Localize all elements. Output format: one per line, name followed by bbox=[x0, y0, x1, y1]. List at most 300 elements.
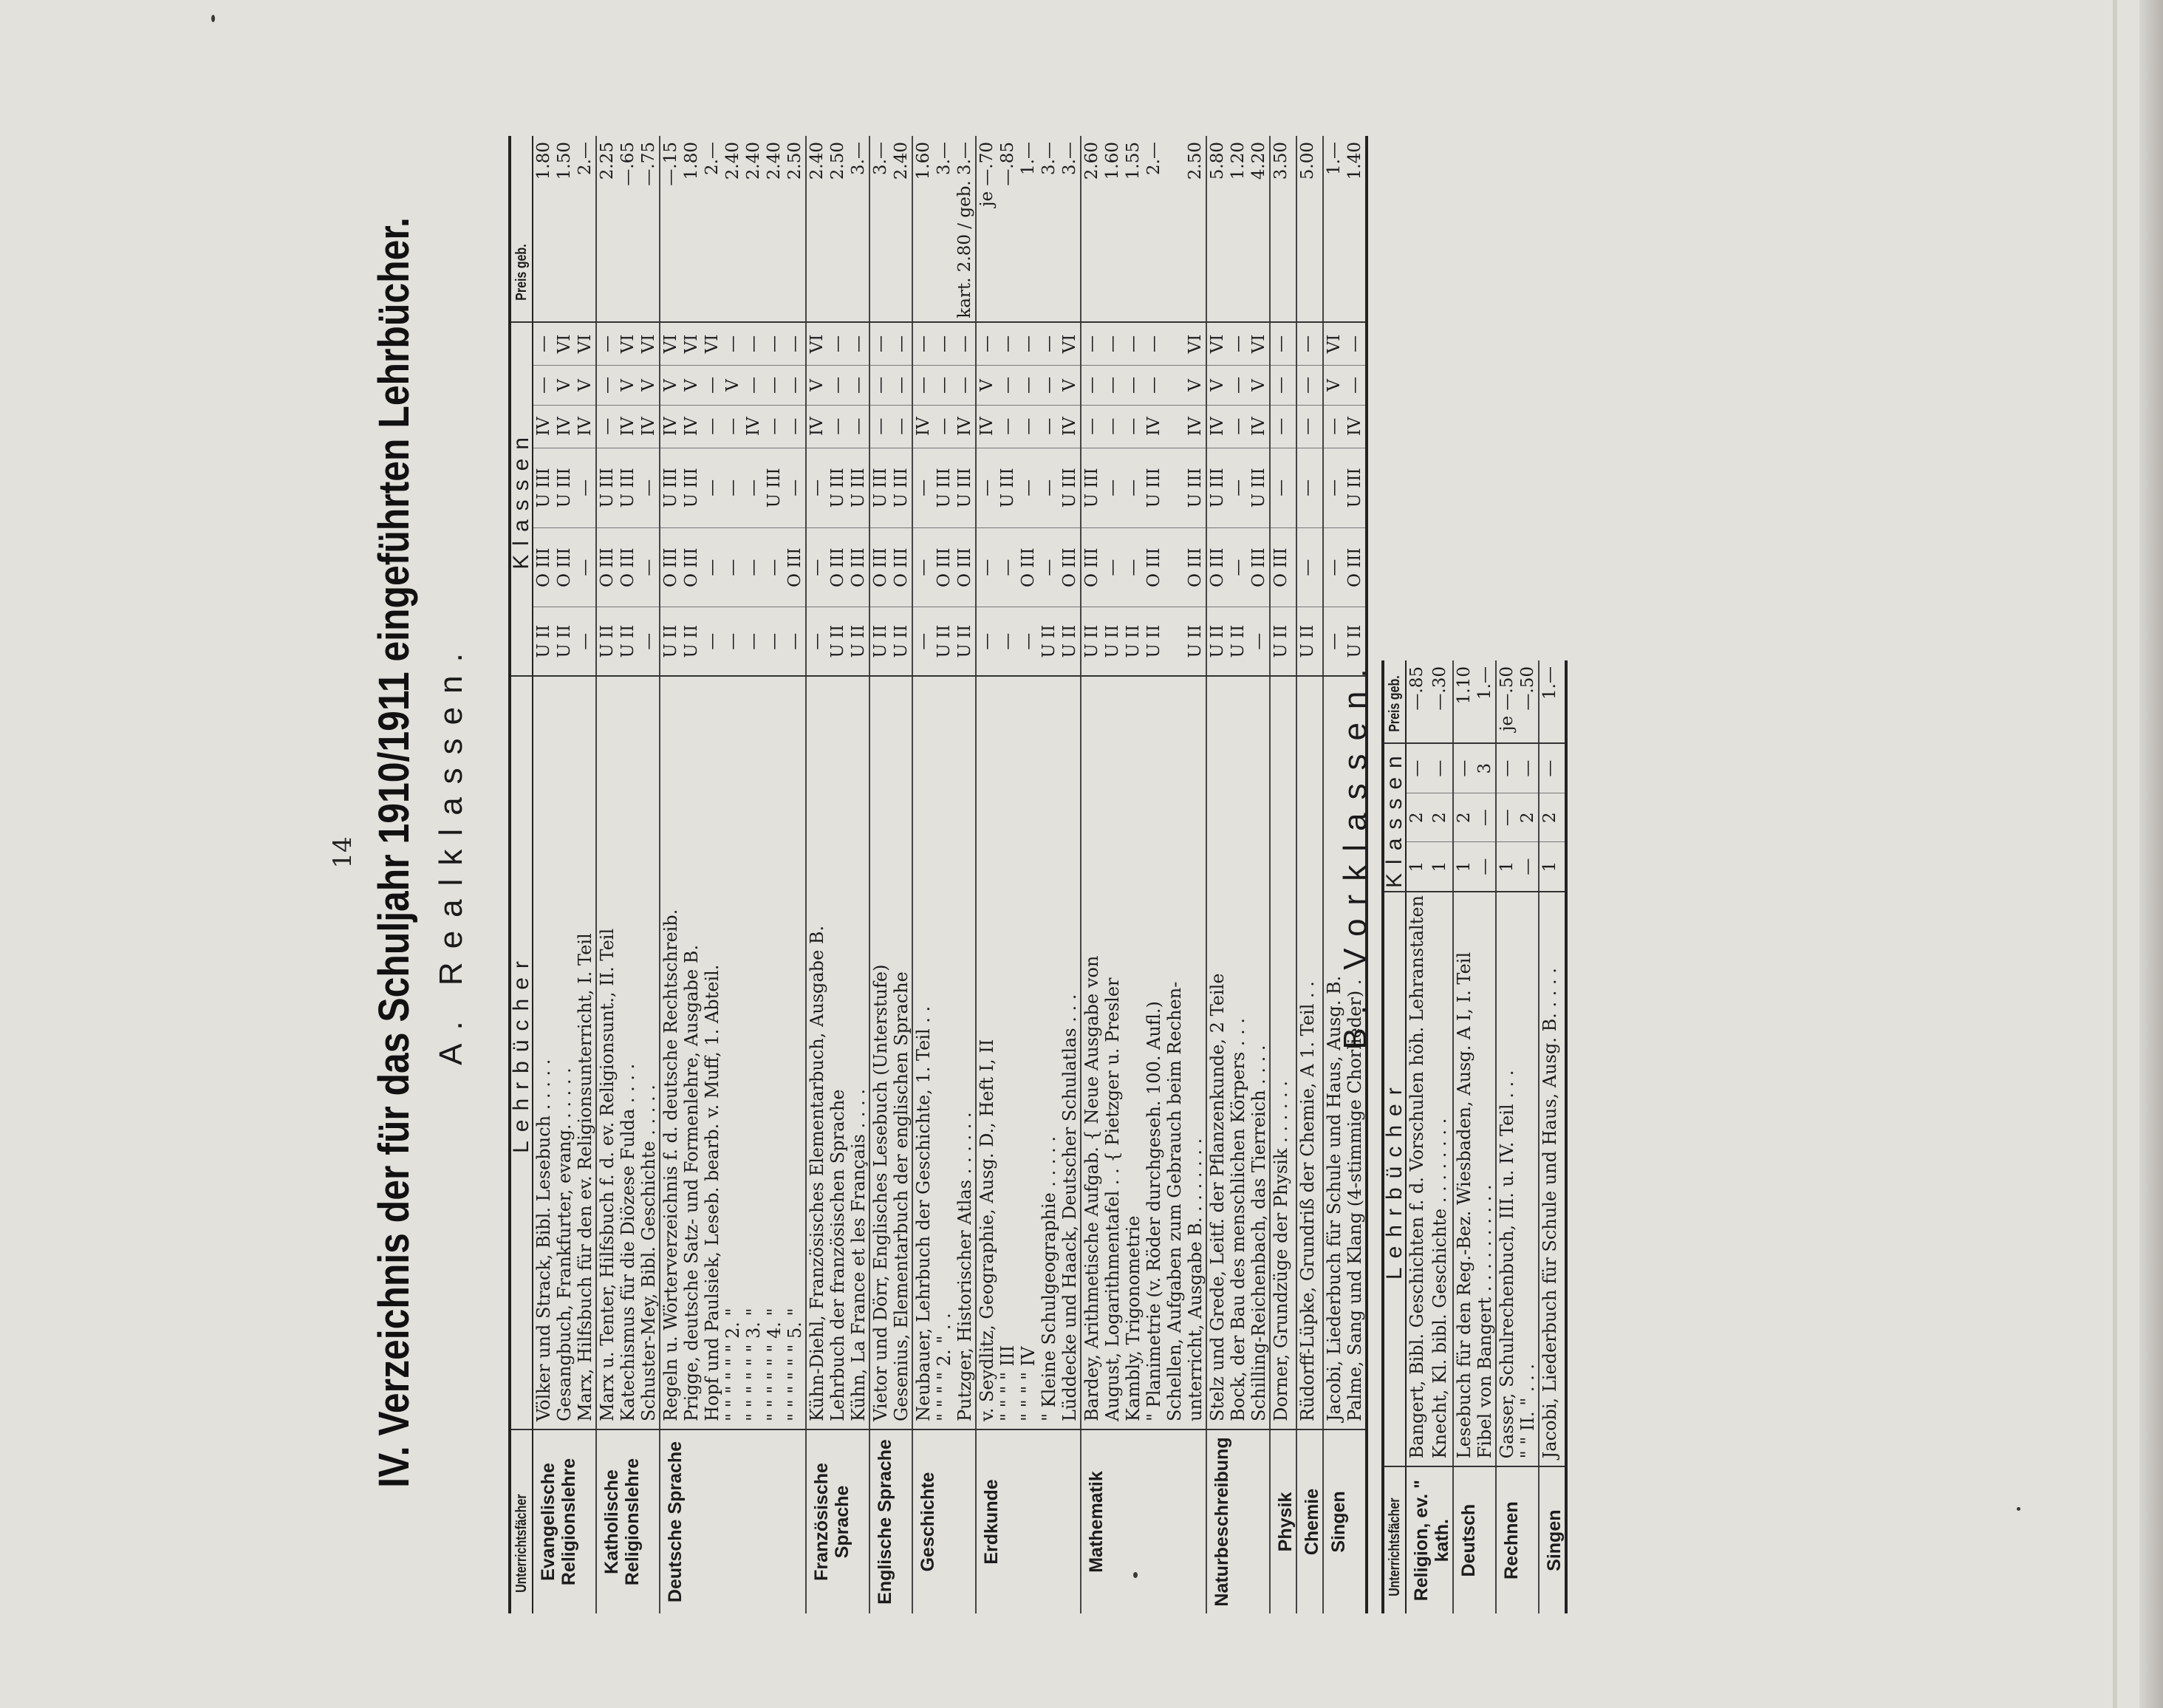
class-cell: IV bbox=[660, 405, 681, 448]
class-cell: — bbox=[638, 528, 660, 607]
table-row bbox=[954, 136, 976, 1613]
class-cell: — bbox=[1270, 366, 1296, 405]
class-cell: IV bbox=[554, 405, 575, 448]
class-cell: U III bbox=[596, 448, 618, 527]
class-cell: — bbox=[1323, 405, 1344, 448]
subject-cell: Singen bbox=[1328, 1491, 1349, 1553]
class-cell: — bbox=[1296, 405, 1323, 448]
class-cell: — bbox=[743, 528, 764, 607]
price-cell: 2.50 bbox=[1185, 136, 1206, 322]
book-title: Marx, Hilfsbuch für den ev. Religionsunterricht, I. Teil bbox=[575, 676, 596, 1429]
table-row bbox=[618, 136, 638, 1613]
table-row bbox=[1164, 136, 1185, 1613]
class-cell: — bbox=[1081, 322, 1102, 366]
vorklassen-body bbox=[1406, 660, 1566, 1613]
table-row bbox=[997, 136, 1018, 1613]
class-cell: — bbox=[848, 366, 869, 405]
class-cell: — bbox=[997, 607, 1018, 676]
class-cell: — bbox=[827, 366, 848, 405]
table-row bbox=[1144, 136, 1164, 1613]
class-cell: O III bbox=[1144, 528, 1164, 607]
class-cell: — bbox=[912, 322, 934, 366]
class-cell: — bbox=[1248, 607, 1270, 676]
class-cell: — bbox=[954, 322, 976, 366]
table-row bbox=[1059, 136, 1081, 1613]
class-cell: — bbox=[743, 366, 764, 405]
class-cell: — bbox=[1323, 528, 1344, 607]
class-cell: — bbox=[1123, 322, 1144, 366]
class-cell: IV bbox=[912, 405, 934, 448]
book-title: Kühn, La France et les Français . . . . bbox=[848, 676, 869, 1429]
class-cell: — bbox=[848, 405, 869, 448]
subject-cell: Religion, ev. " kath. bbox=[1411, 1480, 1452, 1602]
book-title: unterricht, Ausgabe B. . . . . . . . bbox=[1185, 676, 1206, 1429]
subject-cell: Geschichte bbox=[918, 1472, 938, 1572]
class-cell: — bbox=[785, 405, 806, 448]
book-title: Gesenius, Elementarbuch der englischen Sprache bbox=[891, 676, 912, 1429]
table-row bbox=[1296, 136, 1323, 1613]
table-row bbox=[848, 136, 869, 1613]
class-cell: U II bbox=[660, 607, 681, 676]
class-cell: — bbox=[533, 366, 554, 405]
class-cell: 1 bbox=[1539, 842, 1566, 892]
price-cell: 2.40 bbox=[806, 136, 827, 322]
class-cell: — bbox=[1018, 448, 1039, 527]
table-row bbox=[638, 136, 660, 1613]
class-cell: — bbox=[1496, 793, 1517, 842]
class-cell: 2 bbox=[1406, 793, 1429, 842]
class-cell: U II bbox=[869, 607, 891, 676]
book-title: Hopf und Paulsiek, Leseb. bearb. v. Muff, 1. Abteil. bbox=[702, 676, 722, 1429]
price-cell bbox=[1164, 136, 1185, 322]
class-cell: U II bbox=[1123, 607, 1144, 676]
class-cell: — bbox=[1406, 743, 1429, 793]
class-cell: — bbox=[764, 405, 785, 448]
book-title: Knecht, Kl. bibl. Geschichte . . . . . . . . bbox=[1429, 892, 1453, 1466]
class-cell: O III bbox=[1018, 528, 1039, 607]
class-cell: — bbox=[1517, 842, 1539, 892]
class-cell: VI bbox=[554, 322, 575, 366]
table-row bbox=[764, 136, 785, 1613]
table-row bbox=[1206, 136, 1228, 1613]
class-cell: U II bbox=[1344, 607, 1367, 676]
table-row bbox=[1185, 136, 1206, 1613]
book-title: Bock, der Bau des menschlichen Körpers . . . bbox=[1228, 676, 1248, 1429]
class-cell bbox=[1164, 448, 1185, 527]
price-cell: 1.80 bbox=[681, 136, 702, 322]
price-cell: —.85 bbox=[997, 136, 1018, 322]
class-cell: VI bbox=[1248, 322, 1270, 366]
class-cell: — bbox=[976, 528, 997, 607]
book-title: Schellen, Aufgaben zum Gebrauch beim Rechen- bbox=[1164, 676, 1185, 1429]
price-cell: 1.— bbox=[1323, 136, 1344, 322]
subject-cell: Physik bbox=[1275, 1492, 1296, 1552]
price-cell: 1.80 bbox=[533, 136, 554, 322]
class-cell: — bbox=[1144, 322, 1164, 366]
class-cell: U III bbox=[848, 448, 869, 527]
subject-cell: Evangelische Religionslehre bbox=[538, 1458, 579, 1586]
price-cell: 3.— bbox=[1039, 136, 1059, 322]
class-cell: U II bbox=[1144, 607, 1164, 676]
class-cell: — bbox=[848, 322, 869, 366]
class-cell: U III bbox=[1206, 448, 1228, 527]
class-cell: — bbox=[764, 607, 785, 676]
price-cell: —.15 bbox=[660, 136, 681, 322]
book-title: August, Logarithmentafel . . { Pietzger u. Presler bbox=[1102, 676, 1123, 1429]
class-cell: VI bbox=[1206, 322, 1228, 366]
price-cell: —.50 bbox=[1517, 660, 1539, 743]
price-cell: 1.— bbox=[1018, 136, 1039, 322]
class-cell: — bbox=[1228, 528, 1248, 607]
class-cell: VI bbox=[618, 322, 638, 366]
rotated-page bbox=[306, 62, 1565, 1643]
book-title: Neubauer, Lehrbuch der Geschichte, 1. Teil . . bbox=[912, 676, 934, 1429]
book-title: " " " " " " 3. " bbox=[743, 676, 764, 1429]
book-title: " " II. " . . . bbox=[1517, 892, 1539, 1466]
class-cell: O III bbox=[1206, 528, 1228, 607]
price-cell: 2.— bbox=[575, 136, 596, 322]
price-cell: 1.40 bbox=[1344, 136, 1367, 322]
class-cell: — bbox=[1296, 448, 1323, 527]
class-cell: U II bbox=[1185, 607, 1206, 676]
class-cell: V bbox=[1248, 366, 1270, 405]
class-cell: VI bbox=[1185, 322, 1206, 366]
subject-cell: Deutsch bbox=[1458, 1503, 1479, 1577]
class-cell: — bbox=[1228, 366, 1248, 405]
class-cell: — bbox=[1018, 405, 1039, 448]
table-row bbox=[976, 136, 997, 1613]
book-title: Marx u. Tenter, Hilfsbuch f. d. ev. Religionsunt., II. Teil bbox=[596, 676, 618, 1429]
class-cell: — bbox=[638, 607, 660, 676]
class-cell: — bbox=[1039, 448, 1059, 527]
price-cell: 1.— bbox=[1475, 660, 1496, 743]
class-cell: — bbox=[934, 366, 954, 405]
class-cell: O III bbox=[891, 528, 912, 607]
realklassen-body bbox=[533, 136, 1367, 1613]
class-cell: 3 bbox=[1475, 743, 1496, 793]
price-cell: 2.50 bbox=[785, 136, 806, 322]
class-cell: U III bbox=[997, 448, 1018, 527]
class-cell: U III bbox=[618, 448, 638, 527]
class-cell: — bbox=[1270, 322, 1296, 366]
class-cell: VI bbox=[660, 322, 681, 366]
class-cell: VI bbox=[638, 322, 660, 366]
class-cell: — bbox=[1296, 322, 1323, 366]
class-cell: O III bbox=[1081, 528, 1102, 607]
book-title: Rüdorff-Lüpke, Grundriß der Chemie, A 1. Teil . . bbox=[1296, 676, 1323, 1429]
class-cell bbox=[1164, 405, 1185, 448]
page-title: IV. Verzeichnis der für das Schuljahr 1910/1911 eingeführten Lehrbücher. bbox=[370, 217, 418, 1488]
book-title: Palme, Sang und Klang (4-stimmige Chorlieder) . bbox=[1344, 676, 1367, 1429]
class-cell: — bbox=[575, 528, 596, 607]
book-title: Regeln u. Wörterverzeichnis f. d. deutsche Rechtschreib. bbox=[660, 676, 681, 1429]
class-cell: — bbox=[1296, 366, 1323, 405]
price-cell: kart. 2.80 / geb. 3.— bbox=[954, 136, 976, 322]
book-title: Fibel von Bangert . . . . . . . . . . bbox=[1475, 892, 1496, 1466]
class-cell: 1 bbox=[1496, 842, 1517, 892]
class-cell: — bbox=[1475, 793, 1496, 842]
class-cell: — bbox=[891, 366, 912, 405]
class-cell: IV bbox=[533, 405, 554, 448]
class-cell bbox=[1164, 366, 1185, 405]
class-cell: — bbox=[702, 607, 722, 676]
class-cell: — bbox=[1102, 405, 1123, 448]
class-cell: U III bbox=[1144, 448, 1164, 527]
price-cell: 1.50 bbox=[554, 136, 575, 322]
subject-cell: Rechnen bbox=[1501, 1501, 1522, 1579]
subject-cell: Mathematik bbox=[1086, 1471, 1107, 1573]
table-row bbox=[1039, 136, 1059, 1613]
class-cell: — bbox=[1144, 366, 1164, 405]
class-cell: — bbox=[1039, 528, 1059, 607]
class-cell: — bbox=[1228, 405, 1248, 448]
table-row bbox=[891, 136, 912, 1613]
table-row bbox=[575, 136, 596, 1613]
class-cell: — bbox=[743, 607, 764, 676]
header-price: Preis geb. bbox=[510, 154, 533, 303]
table-row bbox=[533, 136, 554, 1613]
price-cell: 2.40 bbox=[722, 136, 743, 322]
table-row bbox=[1102, 136, 1123, 1613]
table-row bbox=[827, 136, 848, 1613]
class-cell: — bbox=[1018, 607, 1039, 676]
book-title: " Kleine Schulgeographie . . . . . bbox=[1039, 676, 1059, 1429]
header-books-b: Lehrbücher bbox=[1383, 892, 1406, 1466]
class-cell: — bbox=[869, 322, 891, 366]
price-cell: 5.00 bbox=[1296, 136, 1323, 322]
class-cell: 2 bbox=[1453, 793, 1475, 842]
class-cell: — bbox=[722, 405, 743, 448]
table-row bbox=[806, 136, 827, 1613]
class-cell: — bbox=[1344, 322, 1367, 366]
class-cell: — bbox=[1039, 366, 1059, 405]
class-cell: — bbox=[976, 322, 997, 366]
class-cell: — bbox=[702, 405, 722, 448]
class-cell: 1 bbox=[1429, 842, 1453, 892]
class-cell: — bbox=[702, 366, 722, 405]
price-cell: 4.20 bbox=[1248, 136, 1270, 322]
book-title: Bardey, Arithmetische Aufgab. { Neue Ausgabe von bbox=[1081, 676, 1102, 1429]
class-cell: — bbox=[1539, 743, 1566, 793]
table-row bbox=[1453, 660, 1475, 1613]
class-cell: VI bbox=[575, 322, 596, 366]
class-cell: — bbox=[1102, 322, 1123, 366]
realklassen-table bbox=[508, 136, 1368, 1613]
class-cell: — bbox=[997, 322, 1018, 366]
price-cell: 1.— bbox=[1539, 660, 1566, 743]
class-cell: O III bbox=[785, 528, 806, 607]
class-cell: U II bbox=[1059, 607, 1081, 676]
class-cell: — bbox=[976, 448, 997, 527]
class-cell: U II bbox=[681, 607, 702, 676]
class-cell: — bbox=[934, 405, 954, 448]
book-title: Dorner, Grundzüge der Physik . . . . . . bbox=[1270, 676, 1296, 1429]
class-cell: V bbox=[722, 366, 743, 405]
class-cell: 1 bbox=[1406, 842, 1429, 892]
class-cell: VI bbox=[681, 322, 702, 366]
subject-cell: Singen bbox=[1544, 1509, 1565, 1571]
price-cell: 2.50 bbox=[827, 136, 848, 322]
class-cell: U III bbox=[554, 448, 575, 527]
class-cell: — bbox=[1123, 366, 1144, 405]
class-cell: — bbox=[596, 366, 618, 405]
class-cell: — bbox=[1270, 405, 1296, 448]
class-cell: 1 bbox=[1453, 842, 1475, 892]
class-cell: U III bbox=[827, 448, 848, 527]
header-subjects-b: Unterrichtsfächer bbox=[1387, 1497, 1403, 1596]
class-cell: — bbox=[1296, 528, 1323, 607]
class-cell: V bbox=[575, 366, 596, 405]
class-cell: — bbox=[1123, 405, 1144, 448]
class-cell bbox=[1164, 528, 1185, 607]
table-row bbox=[1018, 136, 1039, 1613]
vorklassen-table bbox=[1381, 660, 1568, 1613]
class-cell: — bbox=[764, 366, 785, 405]
class-cell: O III bbox=[1270, 528, 1296, 607]
class-cell: — bbox=[702, 528, 722, 607]
price-cell: 1.60 bbox=[1102, 136, 1123, 322]
price-cell: 3.— bbox=[848, 136, 869, 322]
class-cell: V bbox=[1185, 366, 1206, 405]
class-cell: U III bbox=[1059, 448, 1081, 527]
book-title: " " " " 2. " . . bbox=[934, 676, 954, 1429]
class-cell: — bbox=[1496, 743, 1517, 793]
book-title: " " " " IV bbox=[1018, 676, 1039, 1429]
class-cell: VI bbox=[702, 322, 722, 366]
subject-cell: Französische Sprache bbox=[811, 1463, 852, 1581]
book-title: v. Seydlitz, Geographie, Ausg. D., Heft I, II bbox=[976, 676, 997, 1429]
class-cell: — bbox=[997, 366, 1018, 405]
class-cell: V bbox=[1059, 366, 1081, 405]
table-row bbox=[1228, 136, 1248, 1613]
table-row bbox=[1081, 136, 1102, 1613]
class-cell: IV bbox=[618, 405, 638, 448]
class-cell: IV bbox=[1344, 405, 1367, 448]
class-cell: — bbox=[912, 528, 934, 607]
class-cell: O III bbox=[618, 528, 638, 607]
page-number: 14 bbox=[328, 836, 358, 869]
class-cell: VI bbox=[1323, 322, 1344, 366]
price-cell: 3.— bbox=[1059, 136, 1081, 322]
class-cell: IV bbox=[806, 405, 827, 448]
price-cell: —.65 bbox=[618, 136, 638, 322]
class-cell: — bbox=[827, 405, 848, 448]
class-cell: O III bbox=[554, 528, 575, 607]
class-cell: — bbox=[869, 405, 891, 448]
class-cell: — bbox=[764, 322, 785, 366]
class-cell: — bbox=[1228, 448, 1248, 527]
header-price-b: Preis geb. bbox=[1383, 669, 1406, 735]
class-cell: O III bbox=[934, 528, 954, 607]
class-cell: — bbox=[1453, 743, 1475, 793]
book-title: " " " " " " 5. " bbox=[785, 676, 806, 1429]
table-row bbox=[660, 136, 681, 1613]
class-cell: — bbox=[722, 528, 743, 607]
class-cell: — bbox=[869, 366, 891, 405]
class-cell: — bbox=[1429, 743, 1453, 793]
class-cell: U III bbox=[1185, 448, 1206, 527]
class-cell: — bbox=[596, 322, 618, 366]
class-cell: IV bbox=[681, 405, 702, 448]
class-cell: U II bbox=[954, 607, 976, 676]
class-cell: U III bbox=[764, 448, 785, 527]
class-cell: — bbox=[912, 366, 934, 405]
price-cell: 2.25 bbox=[596, 136, 618, 322]
class-cell: V bbox=[976, 366, 997, 405]
class-cell: U III bbox=[660, 448, 681, 527]
class-cell: — bbox=[997, 528, 1018, 607]
class-cell: V bbox=[638, 366, 660, 405]
book-title: " Planimetrie (v. Röder durchgeseh. 100. Aufl.) bbox=[1144, 676, 1164, 1429]
class-cell: — bbox=[575, 448, 596, 527]
class-cell: — bbox=[1081, 405, 1102, 448]
class-cell: — bbox=[1081, 366, 1102, 405]
book-title: Lüddecke und Haack, Deutscher Schulatlas . . . bbox=[1059, 676, 1081, 1429]
class-cell: — bbox=[1323, 607, 1344, 676]
class-cell: V bbox=[1323, 366, 1344, 405]
class-cell: — bbox=[702, 448, 722, 527]
price-cell: 1.10 bbox=[1453, 660, 1475, 743]
class-cell: U II bbox=[1270, 607, 1296, 676]
class-cell: — bbox=[785, 607, 806, 676]
table-row bbox=[1270, 136, 1296, 1613]
class-cell: VI bbox=[806, 322, 827, 366]
class-cell: V bbox=[1206, 366, 1228, 405]
book-title: Putzger, Historischer Atlas . . . . . . bbox=[954, 676, 976, 1429]
class-cell: O III bbox=[596, 528, 618, 607]
class-cell: 2 bbox=[1517, 793, 1539, 842]
class-cell: — bbox=[638, 448, 660, 527]
table-row bbox=[912, 136, 934, 1613]
book-title: Schilling-Reichenbach, das Tierreich . . . . bbox=[1248, 676, 1270, 1429]
class-cell: — bbox=[722, 448, 743, 527]
class-cell: U II bbox=[1081, 607, 1102, 676]
class-cell: — bbox=[912, 448, 934, 527]
class-cell: O III bbox=[1059, 528, 1081, 607]
subject-cell: Naturbeschreibung bbox=[1212, 1437, 1232, 1607]
class-cell: U II bbox=[1039, 607, 1059, 676]
price-cell: 2.— bbox=[702, 136, 722, 322]
class-cell: — bbox=[1039, 322, 1059, 366]
class-cell: — bbox=[1344, 366, 1367, 405]
class-cell: U III bbox=[954, 448, 976, 527]
class-cell: VI bbox=[1059, 322, 1081, 366]
class-cell: IV bbox=[1248, 405, 1270, 448]
class-cell: U II bbox=[934, 607, 954, 676]
class-cell bbox=[1164, 322, 1185, 366]
class-cell: — bbox=[722, 607, 743, 676]
class-cell: O III bbox=[848, 528, 869, 607]
class-cell: U II bbox=[891, 607, 912, 676]
book-title: Kambly, Trigonometrie bbox=[1123, 676, 1144, 1429]
class-cell: — bbox=[785, 448, 806, 527]
class-cell bbox=[1164, 607, 1185, 676]
class-cell: — bbox=[827, 322, 848, 366]
table-row bbox=[1248, 136, 1270, 1613]
class-cell: U III bbox=[869, 448, 891, 527]
class-cell: O III bbox=[533, 528, 554, 607]
book-title: Stelz und Grede, Leitf. der Pflanzenkunde, 2 Teile bbox=[1206, 676, 1228, 1429]
class-cell: — bbox=[1323, 448, 1344, 527]
class-cell: U II bbox=[596, 607, 618, 676]
class-cell: — bbox=[1039, 405, 1059, 448]
class-cell: — bbox=[743, 448, 764, 527]
class-cell: — bbox=[596, 405, 618, 448]
class-cell: IV bbox=[954, 405, 976, 448]
price-cell: je —.70 bbox=[976, 136, 997, 322]
price-cell: 3.— bbox=[869, 136, 891, 322]
class-cell: V bbox=[806, 366, 827, 405]
